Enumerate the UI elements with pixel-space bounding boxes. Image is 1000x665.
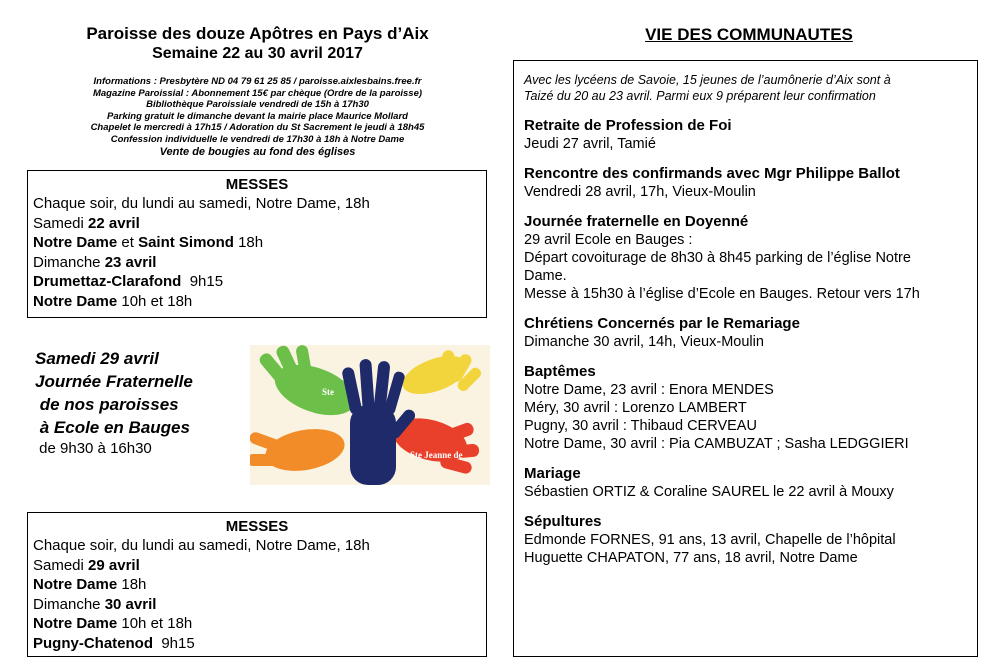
church-name: Notre Dame <box>33 576 118 593</box>
messes-box-week1 <box>27 170 487 318</box>
mass-time: 9h15 <box>153 634 195 652</box>
intro-line: Avec les lycéens de Savoie, 15 jeunes de l’aumônerie d’Aix sont à <box>524 73 891 87</box>
mass-saturday-places <box>28 233 486 253</box>
section-line: Départ covoiturage de 8h30 à 8h45 parking de l’église Notre <box>524 250 911 266</box>
day-date: 29 avril <box>88 556 140 574</box>
parish-title: Paroisse des douze Apôtres en Pays d’Aix <box>86 24 429 43</box>
community-section <box>524 314 977 351</box>
section-line: Notre Dame, 23 avril : Enora MENDES <box>524 382 774 398</box>
community-sections <box>524 116 977 567</box>
info-line: Confession individuelle le vendredi de 17h30 à 18h à Notre Dame <box>110 133 405 145</box>
journee-hours: de 9h30 à 16h30 <box>35 440 152 457</box>
day-label: Dimanche <box>33 253 105 271</box>
info-block <box>20 76 495 159</box>
info-line: Informations : Presbytère ND 04 79 61 25 85 / paroisse.aixlesbains.free.fr <box>93 76 422 87</box>
mass-daily-line: Chaque soir, du lundi au samedi, Notre Dame, 18h <box>33 537 370 554</box>
day-label: Samedi <box>33 214 89 232</box>
church-name: Drumettaz-Clarafond <box>33 273 182 290</box>
section-heading: Sépultures <box>524 513 602 530</box>
church-name: Notre Dame <box>33 234 118 251</box>
community-section <box>524 464 977 501</box>
section-line: Dimanche 30 avril, 14h, Vieux-Moulin <box>524 334 764 350</box>
day-label: Dimanche <box>33 595 105 613</box>
section-line: Jeudi 27 avril, Tamié <box>524 136 656 152</box>
messes-title: MESSES <box>225 176 289 193</box>
messes-title: MESSES <box>225 518 289 535</box>
section-heading: Journée fraternelle en Doyenné <box>524 213 749 230</box>
mass-sunday-place2 <box>28 634 486 654</box>
day-date: 30 avril <box>104 595 157 613</box>
section-line: Notre Dame, 30 avril : Pia CAMBUZAT ; Sasha LEDGGIERI <box>524 436 909 452</box>
section-heading: Baptêmes <box>524 363 596 380</box>
messes-box-week2 <box>27 512 487 657</box>
week-title: Semaine 22 au 30 avril 2017 <box>152 45 363 62</box>
mass-sunday-place1 <box>28 614 486 634</box>
mass-time: 10h et 18h <box>117 615 193 632</box>
section-line: Sébastien ORTIZ & Coraline SAUREL le 22 avril à Mouxy <box>524 484 894 500</box>
journee-line: à Ecole en Bauges <box>35 418 190 437</box>
church-name: Pugny-Chatenod <box>33 634 153 652</box>
intro-line: Taizé du 20 au 23 avril. Parmi eux 9 préparent leur confirmation <box>524 88 876 103</box>
section-line: 29 avril Ecole en Bauges : <box>524 232 693 248</box>
mass-time: 18h <box>117 576 147 593</box>
mass-sunday-place2 <box>28 292 486 312</box>
section-line: Edmonde FORNES, 91 ans, 13 avril, Chapelle de l’hôpital <box>524 532 896 548</box>
journee-fraternelle-block <box>35 347 193 459</box>
church-name: Saint Simond <box>138 234 234 251</box>
section-heading: Chrétiens Concernés par le Remariage <box>524 315 800 332</box>
mass-sunday-place1 <box>28 272 486 292</box>
day-date: 23 avril <box>104 253 157 271</box>
hands-illustration <box>250 345 490 485</box>
mass-saturday-line <box>28 556 486 576</box>
section-line: Vendredi 28 avril, 17h, Vieux-Moulin <box>524 184 756 200</box>
journee-line: de nos paroisses <box>35 395 179 414</box>
community-section <box>524 116 977 153</box>
mass-sunday-line <box>28 595 486 615</box>
church-name: Notre Dame <box>33 292 118 310</box>
info-line: Bibliothèque Paroissiale vendredi de 15h à 17h30 <box>146 99 369 110</box>
church-name: Notre Dame <box>33 615 118 632</box>
mass-time: 18h <box>233 234 264 251</box>
mass-time: 10h et 18h <box>117 292 193 310</box>
section-line: Méry, 30 avril : Lorenzo LAMBERT <box>524 400 747 416</box>
hand-label-ste: Ste <box>322 387 334 397</box>
community-section <box>524 212 977 303</box>
section-line: Dame. <box>524 268 567 284</box>
conjunction: et <box>117 234 139 251</box>
mass-time: 9h15 <box>181 273 224 290</box>
community-section <box>524 362 977 453</box>
section-line: Huguette CHAPATON, 77 ans, 18 avril, Notre Dame <box>524 550 858 566</box>
info-line: Magazine Paroissial : Abonnement 15€ par chèque (Ordre de la paroisse) <box>92 87 423 99</box>
intro-paragraph <box>524 73 977 104</box>
section-line: Pugny, 30 avril : Thibaud CERVEAU <box>524 418 757 434</box>
info-line: Chapelet le mercredi à 17h15 / Adoration du St Sacrement le jeudi à 18h45 <box>90 122 425 133</box>
community-section <box>524 512 977 567</box>
mass-sunday-line <box>28 253 486 273</box>
section-heading: Mariage <box>524 465 581 482</box>
mass-saturday-place <box>28 575 486 595</box>
hand-label-ste-jeanne: Ste Jeanne de <box>410 450 463 460</box>
candles-note: Vente de bougies au fond des églises <box>159 146 356 158</box>
community-section <box>524 164 977 201</box>
section-line: Messe à 15h30 à l’église d’Ecole en Bauges. Retour vers 17h <box>524 286 920 302</box>
section-heading: Retraite de Profession de Foi <box>524 117 732 134</box>
journee-line: Journée Fraternelle <box>35 372 193 391</box>
vie-communautes-box <box>513 60 978 657</box>
journee-line: Samedi 29 avril <box>35 349 159 368</box>
mass-daily-line: Chaque soir, du lundi au samedi, Notre Dame, 18h <box>33 195 370 212</box>
info-line: Parking gratuit le dimanche devant la mairie place Maurice Mollard <box>107 110 408 122</box>
mass-saturday-line <box>28 214 486 234</box>
day-date: 22 avril <box>88 214 140 232</box>
day-label: Samedi <box>33 556 89 574</box>
section-heading: Rencontre des confirmands avec Mgr Philippe Ballot <box>524 165 900 182</box>
vie-communautes-title: VIE DES COMMUNAUTES <box>645 25 853 44</box>
